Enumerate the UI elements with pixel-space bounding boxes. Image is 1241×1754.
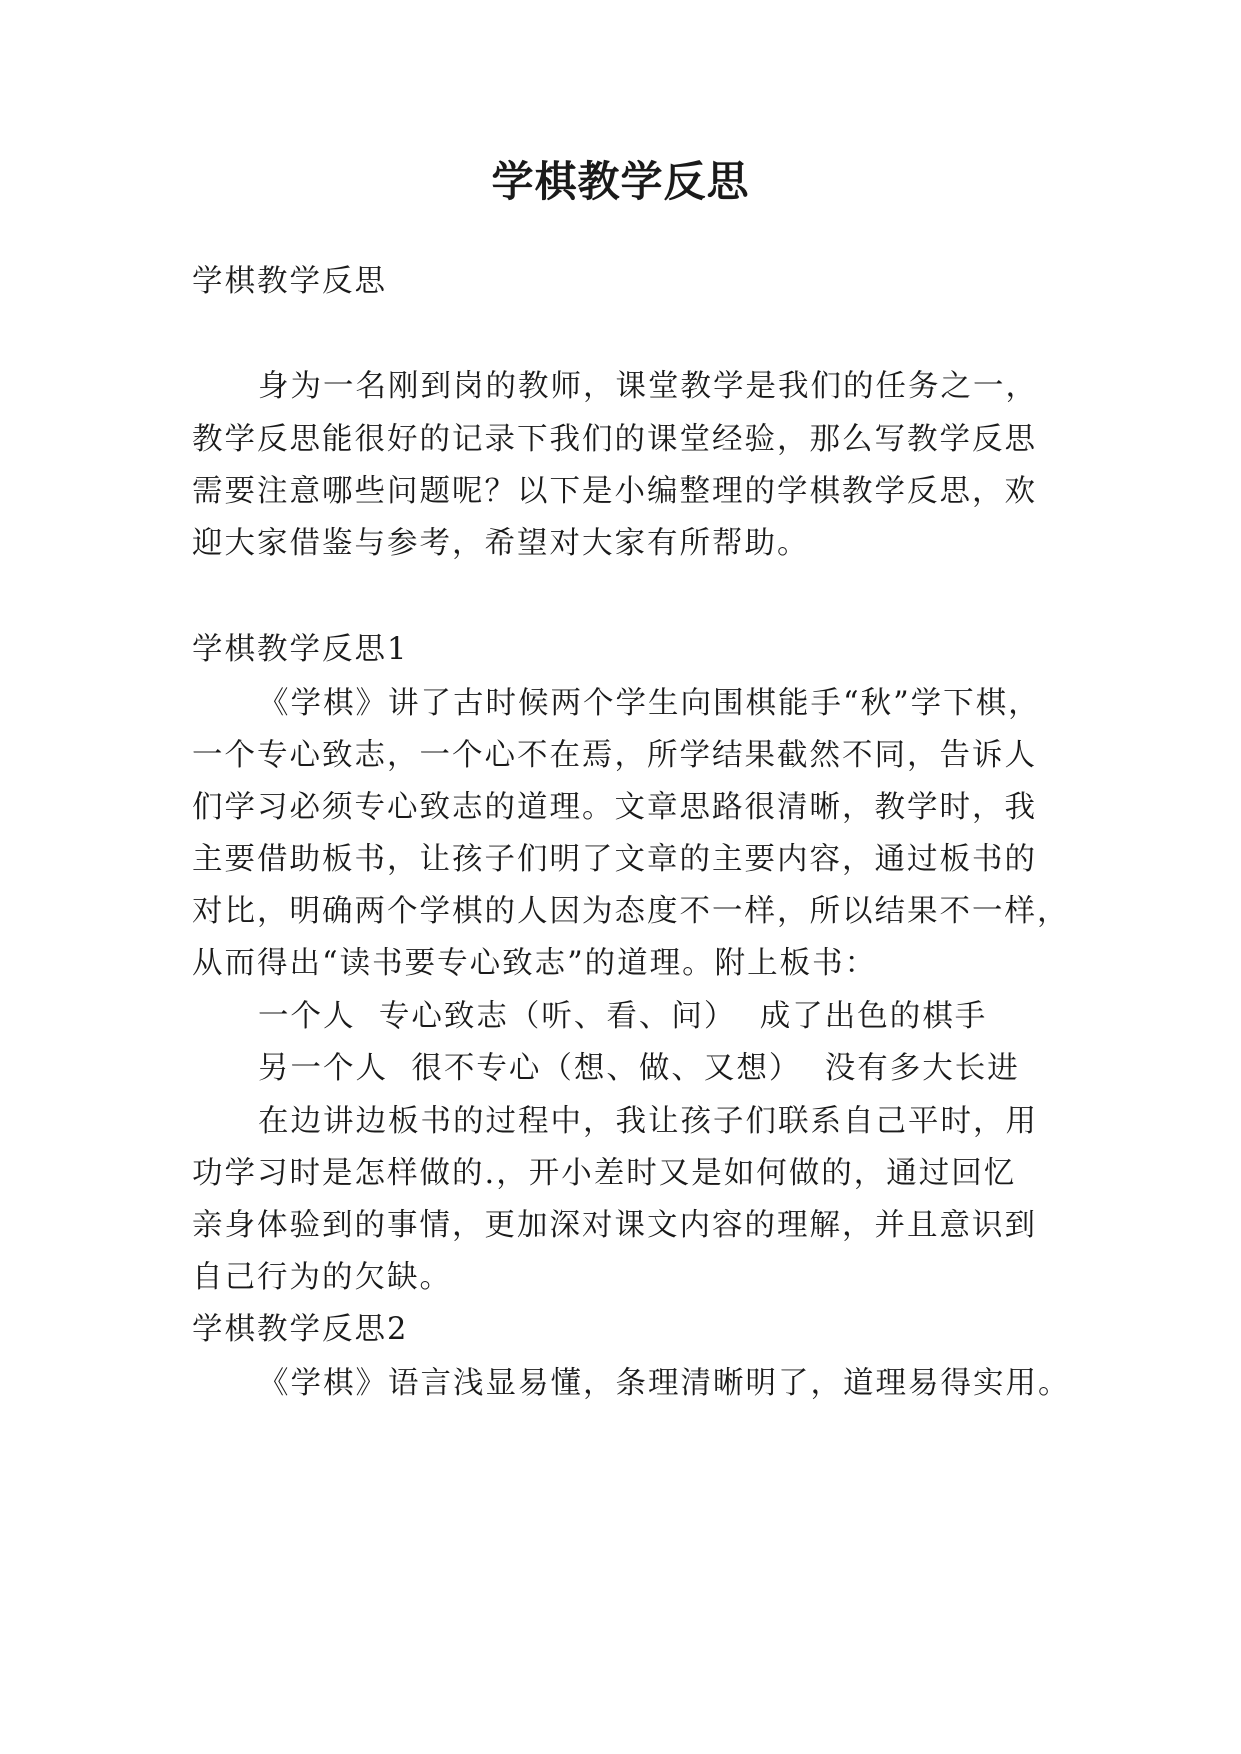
section1-paragraph-line: 在边讲边板书的过程中，我让孩子们联系自己平时，用 — [258, 1104, 1038, 1139]
section1-paragraph-line: 们学习必须专心致志的道理。文章思路很清晰，教学时，我 — [192, 790, 1037, 825]
section1-paragraph-line: 《学棋》讲了古时候两个学生向围棋能手“秋”学下棋， — [258, 686, 1041, 721]
section-heading-2: 学棋教学反思2 — [192, 1312, 409, 1347]
section1-paragraph-line: 一个专心致志，一个心不在焉，所学结果截然不同，告诉人 — [192, 738, 1037, 773]
intro-line: 迎大家借鉴与参考，希望对大家有所帮助。 — [192, 526, 810, 561]
intro-line: 教学反思能很好的记录下我们的课堂经验，那么写教学反思 — [192, 422, 1037, 457]
section1-paragraph-line: 自己行为的欠缺。 — [192, 1260, 452, 1295]
document-subtitle: 学棋教学反思 — [192, 264, 387, 299]
section1-paragraph-line: 从而得出“读书要专心致志”的道理。附上板书： — [192, 946, 878, 981]
board-line: 一个人 专心致志（听、看、问） 成了出色的棋手 — [258, 999, 988, 1034]
section2-paragraph-line: 《学棋》语言浅显易懂，条理清晰明了，道理易得实用。 — [258, 1366, 1071, 1401]
intro-line: 身为一名刚到岗的教师，课堂教学是我们的任务之一， — [258, 369, 1038, 404]
section1-paragraph-line: 主要借助板书，让孩子们明了文章的主要内容，通过板书的 — [192, 842, 1037, 877]
section1-paragraph-line: 功学习时是怎样做的.，开小差时又是如何做的，通过回忆 — [192, 1156, 1017, 1191]
section1-paragraph-line: 对比，明确两个学棋的人因为态度不一样，所以结果不一样， — [192, 894, 1070, 929]
section1-paragraph-line: 亲身体验到的事情，更加深对课文内容的理解，并且意识到 — [192, 1208, 1037, 1243]
document-title: 学棋教学反思 — [491, 157, 750, 206]
section-heading-1: 学棋教学反思1 — [192, 632, 409, 667]
board-line: 另一个人 很不专心（想、做、又想） 没有多大长进 — [258, 1051, 1020, 1086]
intro-line: 需要注意哪些问题呢？以下是小编整理的学棋教学反思，欢 — [192, 474, 1037, 509]
